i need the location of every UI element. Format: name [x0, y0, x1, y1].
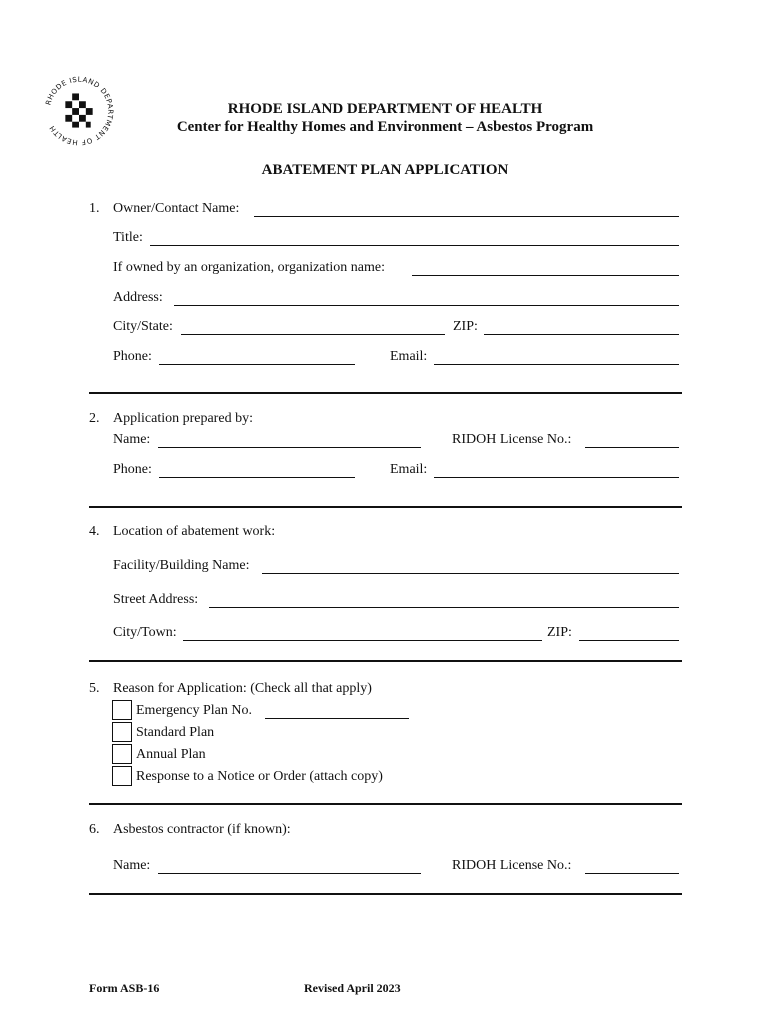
phone-field[interactable]	[159, 350, 355, 365]
annual-plan-checkbox[interactable]	[112, 744, 132, 764]
preparer-email-field[interactable]	[434, 463, 679, 478]
city-town-label: City/Town:	[113, 625, 177, 640]
organization-name-field[interactable]	[412, 261, 679, 276]
zip-label: ZIP:	[453, 319, 478, 334]
revision-date: Revised April 2023	[304, 981, 401, 995]
section-divider	[89, 392, 682, 394]
emergency-plan-checkbox[interactable]	[112, 700, 132, 720]
preparer-license-field[interactable]	[585, 433, 679, 448]
section-1-number: 1.	[89, 201, 100, 216]
email-field[interactable]	[434, 350, 679, 365]
prepared-by-heading: Application prepared by:	[113, 411, 253, 426]
owner-contact-field[interactable]	[254, 202, 679, 217]
city-state-label: City/State:	[113, 319, 173, 334]
notice-response-checkbox[interactable]	[112, 766, 132, 786]
facility-name-field[interactable]	[262, 559, 679, 574]
contractor-heading: Asbestos contractor (if known):	[113, 822, 291, 837]
street-address-field[interactable]	[209, 593, 679, 608]
svg-text:RHODE ISLAND DEPARTMENT OF HEA: RHODE ISLAND DEPARTMENT OF HEALTH	[43, 74, 116, 148]
contractor-name-field[interactable]	[158, 859, 421, 874]
department-title: RHODE ISLAND DEPARTMENT OF HEALTH	[227, 101, 543, 117]
facility-name-label: Facility/Building Name:	[113, 558, 250, 573]
section-6-number: 6.	[89, 822, 100, 837]
address-field[interactable]	[174, 291, 679, 306]
center-subtitle: Center for Healthy Homes and Environment – Asbestos Program	[176, 119, 594, 135]
notice-response-label: Response to a Notice or Order (attach copy)	[136, 769, 383, 784]
phone-label: Phone:	[113, 349, 152, 364]
title-field[interactable]	[150, 231, 679, 246]
annual-plan-label: Annual Plan	[136, 747, 206, 762]
address-label: Address:	[113, 290, 163, 305]
zip-field[interactable]	[484, 320, 679, 335]
preparer-phone-field[interactable]	[159, 463, 355, 478]
city-town-field[interactable]	[183, 626, 542, 641]
contractor-license-field[interactable]	[585, 859, 679, 874]
city-state-field[interactable]	[181, 320, 445, 335]
reason-heading: Reason for Application: (Check all that apply)	[113, 681, 372, 696]
location-zip-label: ZIP:	[547, 625, 572, 640]
standard-plan-label: Standard Plan	[136, 725, 215, 740]
location-zip-field[interactable]	[579, 626, 679, 641]
owner-contact-label: Owner/Contact Name:	[113, 201, 240, 216]
contractor-license-label: RIDOH License No.:	[452, 858, 572, 873]
organization-name-label: If owned by an organization, organization name:	[113, 260, 386, 275]
form-title: ABATEMENT PLAN APPLICATION	[261, 162, 509, 178]
contractor-name-label: Name:	[113, 858, 151, 873]
section-divider	[89, 506, 682, 508]
section-4-number: 4.	[89, 524, 100, 539]
section-2-number: 2.	[89, 411, 100, 426]
location-heading: Location of abatement work:	[113, 524, 276, 539]
preparer-license-label: RIDOH License No.:	[452, 432, 572, 447]
form-number: Form ASB-16	[89, 981, 160, 995]
title-label: Title:	[113, 230, 143, 245]
section-5-number: 5.	[89, 681, 100, 696]
preparer-email-label: Email:	[390, 462, 428, 477]
preparer-name-field[interactable]	[158, 433, 421, 448]
preparer-name-label: Name:	[113, 432, 151, 447]
emergency-plan-number-field[interactable]	[265, 704, 409, 719]
street-address-label: Street Address:	[113, 592, 199, 607]
email-label: Email:	[390, 349, 428, 364]
standard-plan-checkbox[interactable]	[112, 722, 132, 742]
emergency-plan-label: Emergency Plan No.	[136, 703, 252, 718]
section-divider	[89, 803, 682, 805]
section-divider	[89, 660, 682, 662]
preparer-phone-label: Phone:	[113, 462, 152, 477]
section-divider	[89, 893, 682, 895]
